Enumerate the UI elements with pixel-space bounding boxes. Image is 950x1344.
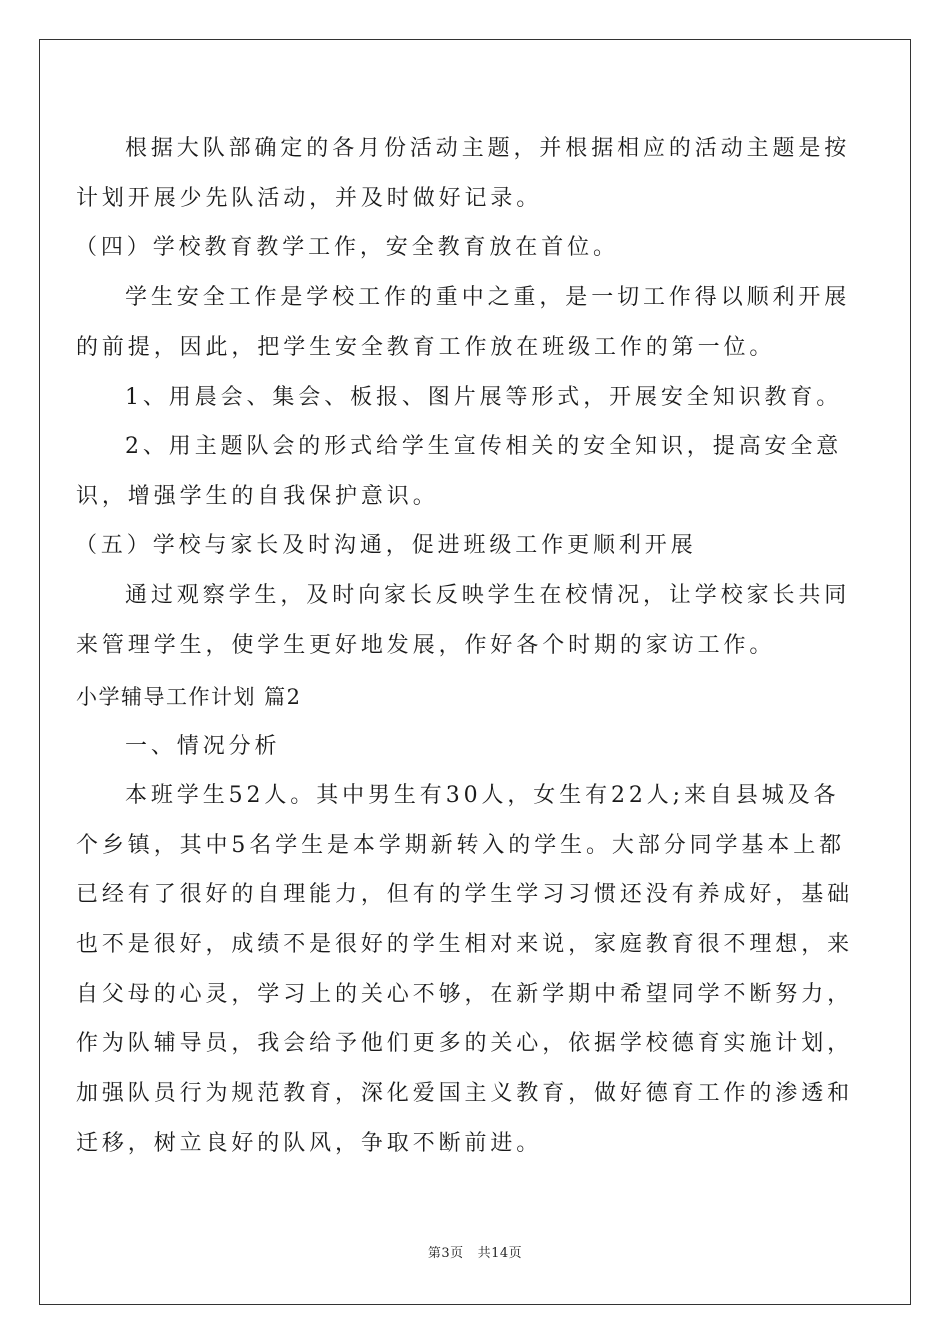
paragraph-line: 作为队辅导员，我会给予他们更多的关心，依据学校德育实施计划， <box>76 1031 854 1056</box>
page-border <box>39 39 911 1305</box>
paragraph-line: 本班学生52人。其中男生有30人，女生有22人;来自县城及各 <box>125 783 840 808</box>
paragraph-line: 个乡镇，其中5名学生是本学期新转入的学生。大部分同学基本上都 <box>76 833 845 858</box>
paragraph-line: 自父母的心灵，学习上的关心不够，在新学期中希望同学不断努力， <box>76 982 854 1007</box>
paragraph-line: 的前提，因此，把学生安全教育工作放在班级工作的第一位。 <box>76 335 776 360</box>
page-footer <box>0 1245 950 1263</box>
paragraph-line: 根据大队部确定的各月份活动主题，并根据相应的活动主题是按 <box>125 136 851 161</box>
section-heading: （五）学校与家长及时沟通，促进班级工作更顺利开展 <box>75 533 697 558</box>
paragraph-line: 加强队员行为规范教育，深化爱国主义教育，做好德育工作的渗透和 <box>76 1081 854 1106</box>
paragraph-line: 学生安全工作是学校工作的重中之重，是一切工作得以顺利开展 <box>125 285 851 310</box>
list-item: 1、用晨会、集会、板报、图片展等形式，开展安全知识教育。 <box>125 385 843 410</box>
page-number: 第3页 <box>427 1246 464 1261</box>
paragraph-line: 已经有了很好的自理能力，但有的学生学习习惯还没有养成好，基础 <box>76 882 854 907</box>
paragraph-line: 来管理学生，使学生更好地发展，作好各个时期的家访工作。 <box>76 633 776 658</box>
paragraph-line: 也不是很好，成绩不是很好的学生相对来说，家庭教育很不理想，来 <box>76 932 854 957</box>
paragraph-line: 迁移，树立良好的队风，争取不断前进。 <box>76 1131 543 1156</box>
paragraph-line: 识，增强学生的自我保护意识。 <box>76 484 439 509</box>
paragraph-line: 通过观察学生，及时向家长反映学生在校情况，让学校家长共同 <box>125 583 851 608</box>
list-item: 2、用主题队会的形式给学生宣传相关的安全知识，提高安全意 <box>125 434 843 459</box>
article-title: 小学辅导工作计划 篇2 <box>76 685 302 709</box>
section-heading: （四）学校教育教学工作，安全教育放在首位。 <box>75 235 619 260</box>
page-total: 共14页 <box>477 1246 523 1261</box>
section-heading: 一、情况分析 <box>125 734 281 759</box>
paragraph-line: 计划开展少先队活动，并及时做好记录。 <box>76 186 543 211</box>
